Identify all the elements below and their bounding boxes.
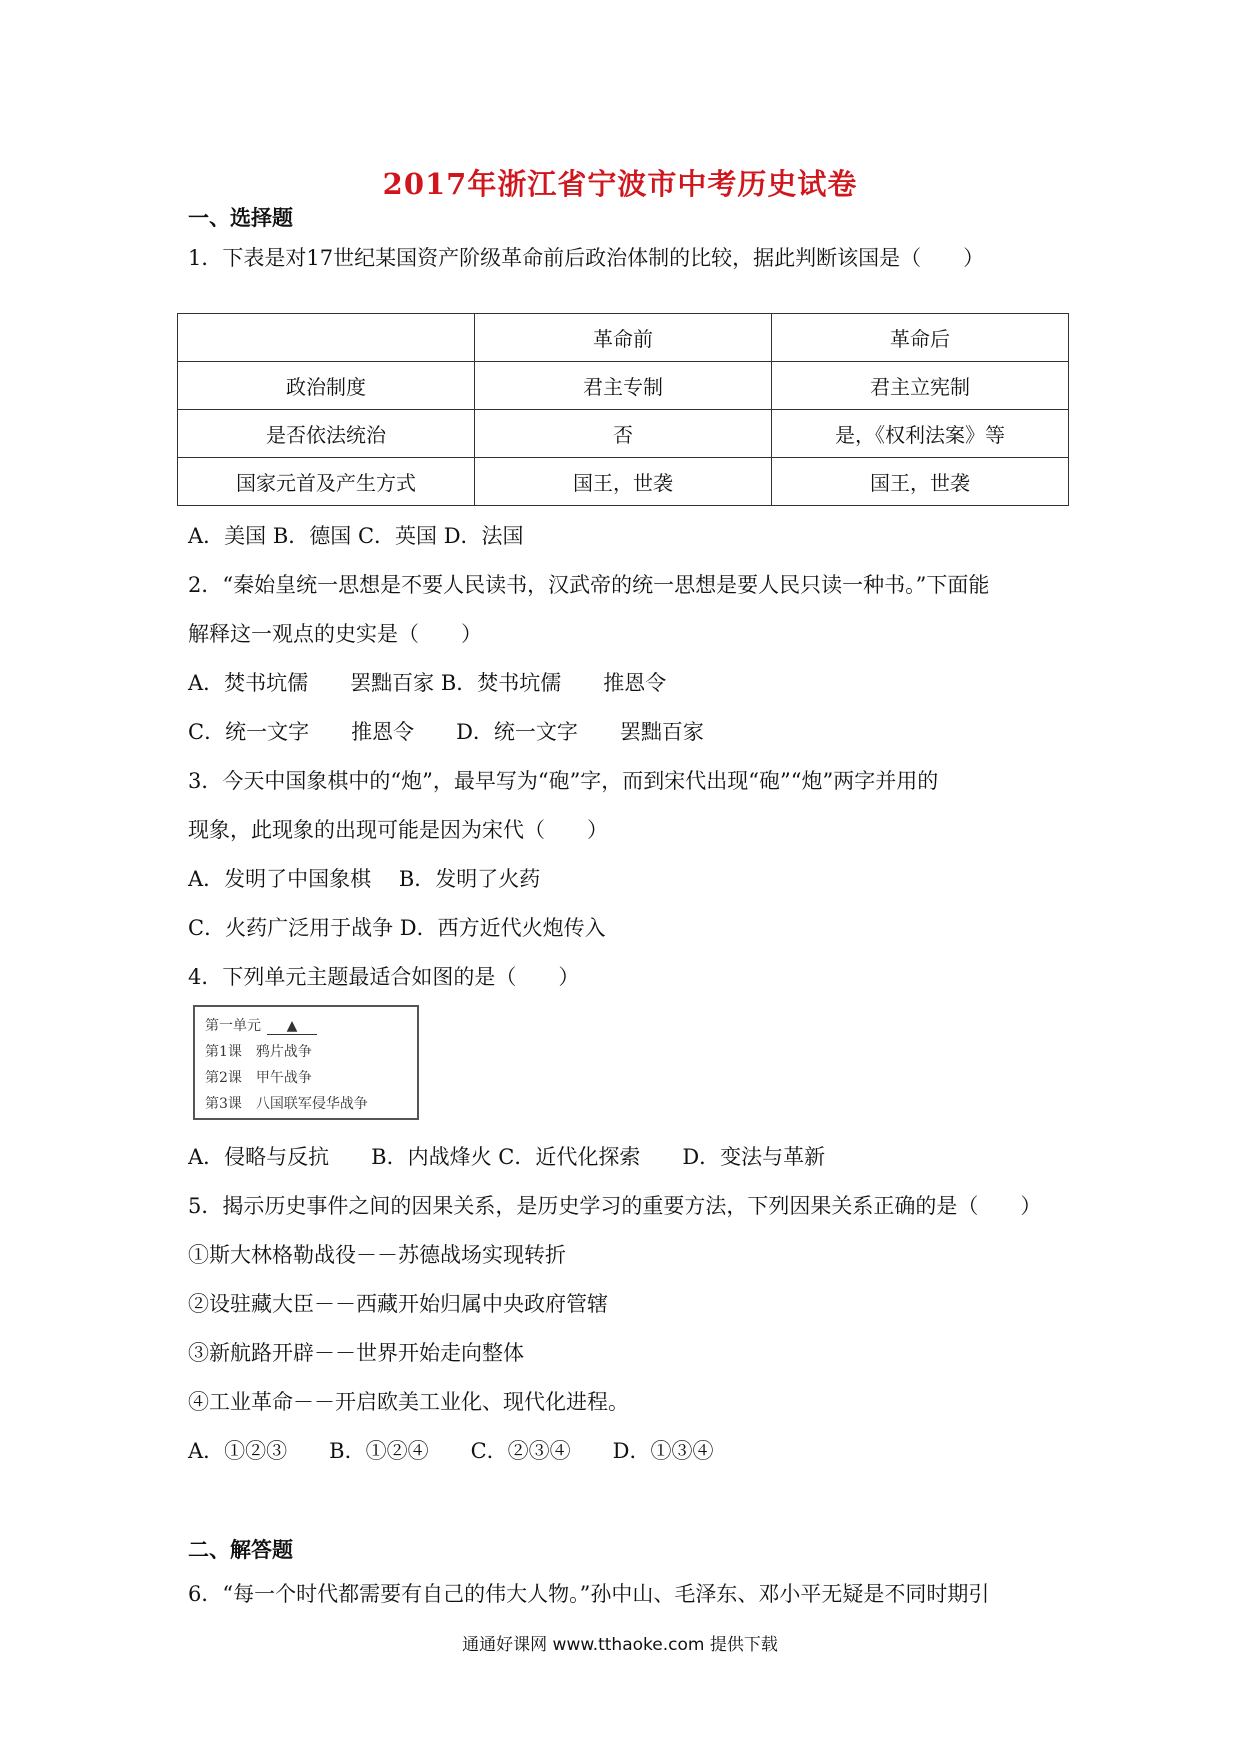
table-header-row (178, 314, 1069, 362)
q5-item: ②设驻藏大臣－－西藏开始归属中央政府管辖 (188, 1292, 608, 1316)
figure-lesson: 第3课 八国联军侵华战争 (205, 1096, 368, 1112)
exam-title: 2017年浙江省宁波市中考历史试卷 (382, 167, 858, 201)
q6-stem-line1: 6．“每一个时代都需要有自己的伟大人物。”孙中山、毛泽东、邓小平无疑是不同时期引 (188, 1582, 990, 1606)
figure-lesson: 第2课 甲午战争 (205, 1070, 312, 1086)
q5-item: ③新航路开辟－－世界开始走向整体 (188, 1341, 524, 1365)
table-cell: 君主专制 (475, 362, 772, 410)
q3-options-line1: A．发明了中国象棋 B．发明了火药 (188, 867, 541, 891)
figure-unit-blank: ▲ (267, 1018, 317, 1035)
table-cell: 君主立宪制 (772, 362, 1069, 410)
table-cell: 是否依法统治 (178, 410, 475, 458)
figure-lesson: 第1课 鸦片战争 (205, 1044, 312, 1060)
q2-stem-line2: 解释这一观点的史实是（ ） (188, 622, 482, 646)
q5-options: A．①②③ B．①②④ C．②③④ D．①③④ (188, 1439, 714, 1463)
table-row (178, 362, 1069, 410)
q4-stem: 4．下列单元主题最适合如图的是（ ） (188, 965, 580, 989)
q2-options-line2: C．统一文字 推恩令 D．统一文字 罢黜百家 (188, 720, 704, 744)
table-cell: 国王，世袭 (475, 458, 772, 506)
table-cell: 是，《权利法案》等 (772, 410, 1069, 458)
table-cell: 国王，世袭 (772, 458, 1069, 506)
table-cell: 国家元首及产生方式 (178, 458, 475, 506)
q3-options-line2: C．火药广泛用于战争 D．西方近代火炮传入 (188, 916, 606, 940)
q3-stem-line1: 3．今天中国象棋中的“炮”，最早写为“砲”字，而到宋代出现“砲”“炮”两字并用的 (188, 769, 939, 793)
q1-comparison-table (177, 313, 1069, 506)
q5-item: ④工业革命－－开启欧美工业化、现代化进程。 (188, 1390, 629, 1414)
section-answer-heading: 二、解答题 (188, 1538, 293, 1562)
table-header-cell: 革命后 (772, 314, 1069, 362)
table-cell: 政治制度 (178, 362, 475, 410)
q2-stem-line1: 2．“秦始皇统一思想是不要人民读书，汉武帝的统一思想是要人民只读一种书。”下面能 (188, 573, 990, 597)
section-choice-heading: 一、选择题 (188, 206, 293, 230)
table-header-cell: 革命前 (475, 314, 772, 362)
q5-item: ①斯大林格勒战役－－苏德战场实现转折 (188, 1243, 566, 1267)
page-footer: 通通好课网 www.tthaoke.com 提供下载 (462, 1635, 778, 1655)
table-cell: 否 (475, 410, 772, 458)
table-row (178, 458, 1069, 506)
figure-unit-label: 第一单元 (205, 1018, 261, 1034)
table-row (178, 410, 1069, 458)
q5-stem: 5．揭示历史事件之间的因果关系，是历史学习的重要方法，下列因果关系正确的是（ ） (188, 1194, 1042, 1218)
table-header-cell (178, 314, 475, 362)
q4-options: A．侵略与反抗 B．内战烽火 C．近代化探索 D．变法与革新 (188, 1145, 826, 1169)
figure-unit-heading (205, 1015, 317, 1035)
q4-unit-figure (193, 1005, 419, 1120)
q3-stem-line2: 现象，此现象的出现可能是因为宋代（ ） (188, 818, 608, 842)
q2-options-line1: A．焚书坑儒 罢黜百家 B．焚书坑儒 推恩令 (188, 671, 667, 695)
q1-stem: 1．下表是对17世纪某国资产阶级革命前后政治体制的比较，据此判断该国是（ ） (188, 246, 985, 270)
q1-options: A．美国 B．德国 C．英国 D．法国 (188, 524, 524, 548)
